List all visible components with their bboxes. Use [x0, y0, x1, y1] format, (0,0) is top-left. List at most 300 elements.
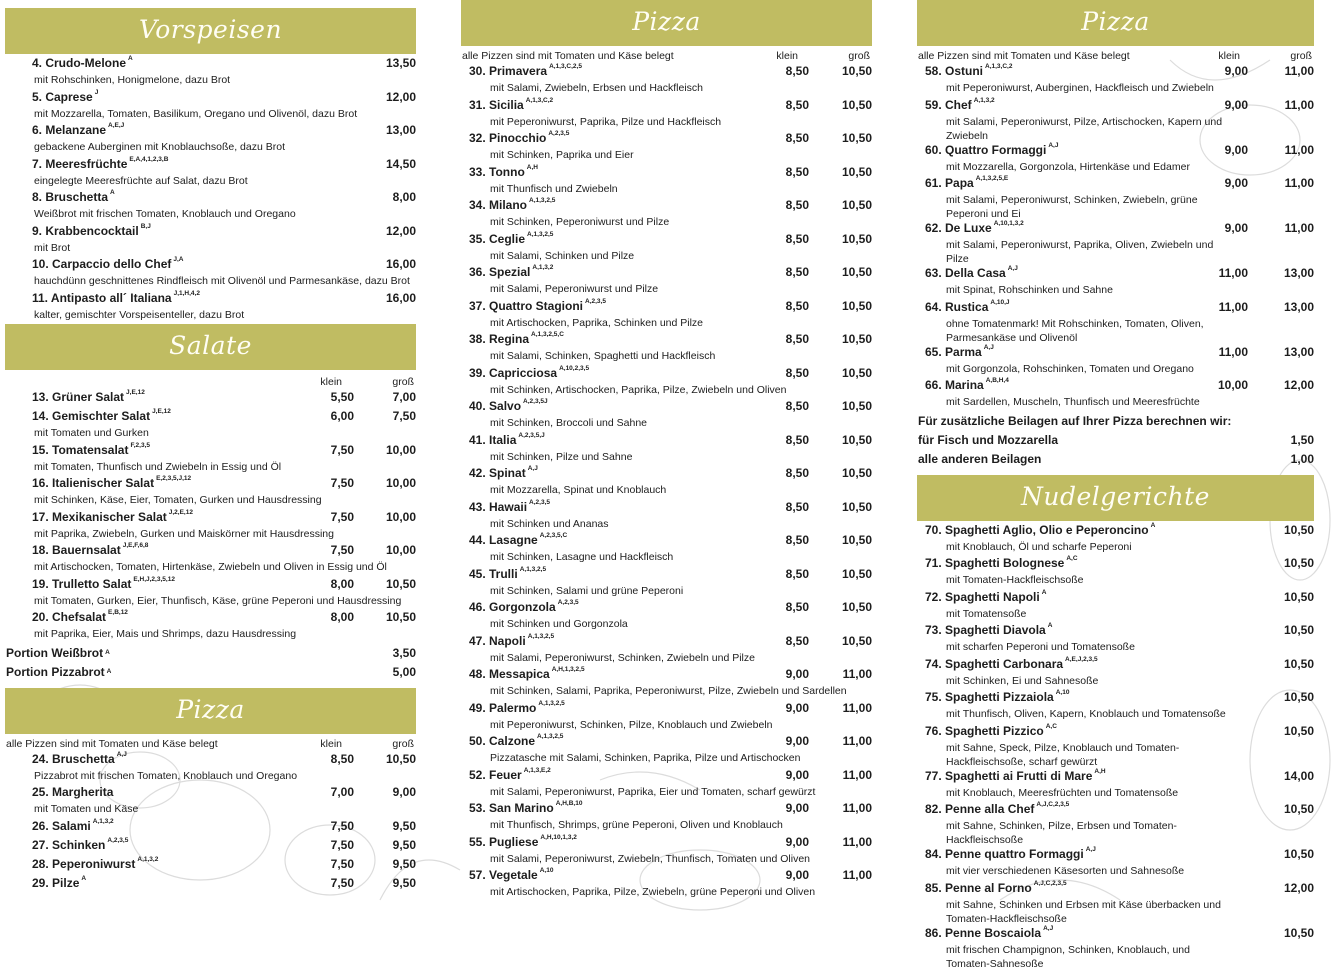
item-name [925, 881, 1067, 895]
extra-price: 5,00 [392, 664, 416, 679]
section-title-vorspeisen: Vorspeisen [5, 8, 416, 54]
item-name-text: 37. Quattro Stagioni [469, 298, 584, 313]
item-name [925, 64, 1012, 78]
item-name-text: 9. Krabbencocktail [32, 223, 139, 238]
item-name [925, 690, 1069, 704]
price-small: 10,00 [1217, 378, 1248, 392]
column-header-gross: groß [392, 376, 414, 388]
item-name-text: 26. Salami [32, 818, 91, 833]
price: 12,00 [1283, 880, 1314, 895]
price-large: 9,50 [392, 875, 416, 890]
item-name [32, 291, 200, 305]
price-large: 10,50 [841, 499, 872, 514]
menu-item [461, 567, 872, 601]
item-description: mit Mozzarella, Spinat und Knoblauch [490, 484, 667, 496]
price-small: 7,50 [330, 875, 354, 890]
price-small: 11,00 [1218, 299, 1248, 314]
menu-item [5, 409, 416, 443]
item-description: gebackene Auberginen mit Knoblauchsoße, dazu Brot [34, 141, 286, 153]
price-small: 7,50 [330, 837, 354, 852]
allergen-codes: A,1,3,2 [137, 855, 159, 863]
allergen-codes: E,H,J,2,3,5,12 [133, 575, 175, 583]
pizza-list [917, 64, 1314, 412]
allergen-codes: A,J [983, 343, 994, 351]
allergen-codes: A,H [1094, 767, 1106, 775]
menu-item [5, 577, 416, 611]
price-large: 12,00 [1283, 378, 1314, 392]
price-small: 7,50 [330, 442, 354, 457]
item-name [469, 500, 550, 514]
item-name [925, 378, 1009, 392]
menu-item [461, 433, 872, 467]
item-description: mit Peperoniwurst, Auberginen, Hackfleisch und Zwiebeln [946, 82, 1214, 94]
menu-item [461, 734, 872, 768]
allergen-codes: E,2,3,5,J,12 [156, 475, 192, 482]
menu-item [5, 785, 416, 819]
menu-item [461, 466, 872, 500]
menu-item [917, 64, 1314, 98]
item-name-text: 34. Milano [469, 198, 528, 212]
menu-item [5, 123, 416, 157]
item-name [32, 390, 145, 404]
section-title-pizza: Pizza [461, 0, 872, 46]
column-header-gross: groß [392, 737, 414, 750]
item-description: mit Salami, Peperoniwurst, Paprika, Eier und Tomaten, scharf gewürzt [490, 785, 816, 798]
menu-item [461, 634, 872, 668]
item-description: mit Schinken und Ananas [490, 517, 609, 530]
item-name [469, 634, 554, 648]
price: 14,00 [1283, 768, 1314, 783]
item-name-text: 6. Melanzane [32, 123, 107, 137]
item-name-text: 74. Spaghetti Carbonara [925, 656, 1064, 671]
allergen-codes: J,2,E,12 [168, 508, 193, 516]
price-large: 13,00 [1283, 266, 1314, 280]
item-description: mit Schinken, Paprika und Eier [490, 149, 634, 161]
vorspeisen-list [5, 56, 416, 324]
price-large: 10,50 [841, 97, 872, 112]
price-small: 8,50 [785, 198, 809, 212]
item-name [925, 724, 1057, 738]
price-large: 11,00 [842, 868, 872, 882]
price-small: 7,00 [330, 785, 354, 799]
item-name-text: 61. Papa [925, 176, 974, 190]
column-left [5, 0, 416, 895]
menu-item [461, 64, 872, 98]
price: 10,50 [1283, 690, 1314, 704]
item-name-text: 70. Spaghetti Aglio, Olio e Peperoncino [925, 522, 1149, 537]
item-name-text: 63. Della Casa [925, 266, 1006, 280]
item-description: mit Salami, Schinken, Spaghetti und Hackfleisch [490, 350, 716, 362]
item-name-text: 25. Margherita [32, 785, 114, 799]
allergen-codes: A,1,3,2,5 [519, 565, 547, 573]
item-name-text: 35. Ceglie [469, 231, 526, 246]
price-large: 11,00 [842, 700, 872, 715]
allergen-codes: A,10,J [990, 298, 1010, 306]
allergen-codes: A,J [1007, 265, 1018, 272]
menu-item [5, 838, 416, 857]
item-description: mit Tomaten, Gurken, Eier, Thunfisch, Käse, grüne Peperoni und Hausdressing [34, 594, 402, 607]
item-name [925, 300, 1010, 314]
item-name-text: 13. Grüner Salat [32, 390, 125, 404]
item-name-text: 33. Tonno [469, 164, 525, 179]
item-name [925, 176, 1008, 190]
allergen-codes: A,2,3,5 [585, 297, 606, 305]
allergen-codes: A [106, 667, 112, 675]
menu-item [917, 769, 1314, 803]
menu-item [5, 157, 416, 191]
allergen-codes: A,2,3,5 [548, 130, 570, 137]
allergen-codes: A,H,B,10 [555, 800, 583, 807]
price-large: 11,00 [1284, 97, 1314, 112]
item-description: mit Schinken, Salami und grüne Peperoni [490, 584, 684, 597]
menu-item [461, 835, 872, 869]
allergen-codes: A,2,3,5J [523, 398, 548, 405]
section-title-pizza: Pizza [5, 688, 416, 734]
item-name-text: 10. Carpaccio dello Chef [32, 257, 172, 271]
price-large: 10,00 [385, 476, 416, 490]
menu-item [461, 667, 872, 701]
price-large: 10,50 [841, 533, 872, 547]
item-name [925, 847, 1096, 861]
price-small: 8,50 [785, 365, 809, 380]
item-description: mit Schinken, Pilze und Sahne [490, 450, 633, 463]
price-large: 9,00 [392, 785, 416, 799]
allergen-codes: A,1,3,2,5 [529, 197, 556, 204]
allergen-codes: J [94, 88, 99, 96]
item-name [32, 785, 113, 799]
price-small: 9,00 [785, 767, 809, 782]
price-large: 10,50 [385, 576, 416, 591]
item-name-text: 31. Sicilia [469, 97, 524, 112]
item-name [925, 926, 1053, 940]
item-description: mit Brot [34, 241, 71, 254]
item-name [469, 466, 538, 480]
price-large: 10,50 [841, 265, 872, 279]
item-description: mit Salami, Peperoniwurst, Schinken, Zwiebeln und Pilze [490, 651, 755, 664]
item-name-text: 60. Quattro Formaggi [925, 142, 1047, 157]
allergen-codes: A,H [526, 163, 538, 171]
item-name [469, 533, 567, 547]
menu-item [461, 366, 872, 400]
item-description: mit Salami, Peperoniwurst, Zwiebeln, Thunfisch, Tomaten und Oliven [490, 852, 811, 865]
price-small: 8,50 [785, 499, 809, 514]
price-small: 9,00 [785, 834, 809, 849]
price-small: 6,00 [330, 409, 354, 423]
item-name-text: 29. Pilze [32, 875, 80, 890]
item-name [925, 266, 1018, 280]
item-description: mit Schinken, Käse, Eier, Tomaten, Gurken und Hausdressing [34, 494, 322, 506]
item-description: mit Artischocken, Tomaten, Hirtenkäse, Zwiebeln und Oliven in Essig und Öl [34, 561, 387, 573]
menu-item [461, 265, 872, 299]
price: 10,50 [1283, 556, 1314, 570]
price: 10,50 [1283, 723, 1314, 738]
allergen-codes: A,B,H,4 [985, 377, 1009, 384]
item-name-text: 82. Penne alla Chef [925, 802, 1035, 816]
price-large: 10,50 [841, 64, 872, 78]
menu-item [461, 299, 872, 333]
price: 10,50 [1283, 847, 1314, 861]
item-name-text: 75. Spaghetti Pizzaiola [925, 690, 1054, 704]
column-header-gross: groß [1290, 50, 1312, 62]
pizza-note: alle Pizzen sind mit Tomaten und Käse belegt [6, 737, 218, 750]
item-description: mit Salami, Schinken und Pilze [490, 249, 635, 262]
section-title-nudelgerichte: Nudelgerichte [917, 475, 1314, 521]
item-description: mit Schinken, Salami, Paprika, Peperoniwurst, Pilze, Zwiebeln und Sardellen [490, 685, 847, 697]
item-description: mit Paprika, Eier, Mais und Shrimps, dazu Hausdressing [34, 628, 297, 640]
item-name [32, 190, 115, 204]
item-description: eingelegte Meeresfrüchte auf Salat, dazu Brot [34, 174, 248, 187]
price-large: 7,50 [392, 409, 416, 423]
item-name [925, 523, 1155, 537]
menu-item [917, 926, 1314, 971]
item-name [925, 623, 1052, 637]
item-description: mit Artischocken, Paprika, Pilze, Zwiebeln, grüne Peperoni und Oliven [490, 886, 816, 898]
menu-item [5, 390, 416, 409]
item-description: mit Salami, Peperoniwurst, Paprika, Oliven, Zwiebeln und Pilze [946, 239, 1214, 265]
column-header-klein: klein [1218, 50, 1240, 62]
item-name [32, 577, 175, 591]
item-description: mit scharfen Peperoni und Tomatensoße [946, 641, 1135, 653]
allergen-codes: E,A,4,1,2,3,B [129, 155, 169, 163]
item-name [469, 835, 577, 849]
extra-price: 1,00 [1290, 451, 1314, 466]
allergen-codes: A,2,3,5 [107, 836, 129, 844]
item-description: kalter, gemischter Vorspeisenteller, dazu Brot [34, 308, 245, 321]
allergen-codes: A,1,3,2,5 [527, 632, 555, 640]
allergen-codes: A,1,3,2,5 [538, 699, 565, 707]
price-large: 11,00 [842, 667, 872, 681]
item-description: Weißbrot mit frischen Tomaten, Knoblauch und Oregano [34, 208, 296, 220]
price-small: 8,50 [785, 332, 809, 346]
item-name-text: 20. Chefsalat [32, 610, 107, 624]
column-right [917, 0, 1314, 971]
menu-item [461, 332, 872, 366]
item-name-text: 39. Capricciosa [469, 365, 558, 380]
item-name [925, 590, 1046, 604]
price-large: 10,00 [385, 543, 416, 557]
price: 10,50 [1283, 802, 1314, 816]
item-name [925, 221, 1024, 235]
item-name-text: 11. Antipasto all´ Italiana [32, 290, 172, 305]
item-name [32, 510, 193, 524]
item-description: mit Sahne, Schinken, Pilze, Erbsen und Tomaten-Hackfleischsoße [946, 820, 1177, 846]
item-name [469, 734, 563, 748]
allergen-codes: F,2,3,5 [130, 441, 150, 449]
menu-item [461, 500, 872, 534]
allergen-codes: A,C [1066, 555, 1078, 562]
allergen-codes: A,2,3,5,C [539, 532, 568, 539]
item-description: mit Schinken, Peperoniwurst und Pilze [490, 216, 670, 228]
item-description: mit Sahne, Speck, Pilze, Knoblauch und Tomaten-Hackfleischsoße, scharf gewürzt [946, 741, 1180, 768]
item-description: mit Tomaten, Thunfisch und Zwiebeln in Essig und Öl [34, 460, 282, 473]
price: 16,00 [385, 257, 416, 271]
column-middle [461, 0, 872, 902]
item-name-text: 47. Napoli [469, 633, 526, 648]
extra-price: 1,50 [1290, 432, 1314, 447]
item-description: mit Mozzarella, Gorgonzola, Hirtenkäse und Edamer [946, 160, 1190, 173]
menu-item [5, 257, 416, 291]
price-small: 8,50 [785, 466, 809, 480]
price-small: 8,50 [785, 64, 809, 78]
price-large: 9,50 [392, 818, 416, 833]
item-description: mit frischen Champignon, Schinken, Knoblauch, und Tomaten-Sahnesoße [946, 943, 1190, 970]
item-name [469, 667, 585, 681]
menu-item [461, 600, 872, 634]
price-large: 10,50 [841, 432, 872, 447]
item-name-text: 57. Vegetale [469, 868, 538, 882]
item-description: mit Schinken, Artischocken, Paprika, Pilze, Zwiebeln und Oliven [490, 383, 787, 396]
menu-item [5, 752, 416, 786]
price-small: 9,00 [1224, 142, 1248, 157]
item-name-text: 66. Marina [925, 378, 984, 392]
item-name-text: 64. Rustica [925, 299, 989, 314]
extra-line [917, 431, 1314, 450]
item-name-text: 8. Bruschetta [32, 190, 109, 204]
item-name [32, 476, 191, 490]
item-name-text: 62. De Luxe [925, 221, 992, 235]
item-description: Pizzatasche mit Salami, Schinken, Paprika, Pilze und Artischocken [490, 752, 801, 764]
menu-item [461, 701, 872, 735]
item-name-text: 27. Schinken [32, 837, 106, 852]
menu-item [5, 90, 416, 124]
menu-item [5, 56, 416, 90]
allergen-codes: A,1,3,2,5,C [531, 331, 564, 338]
allergen-codes: A,J [1048, 141, 1059, 149]
price-large: 10,00 [385, 509, 416, 524]
price-small: 8,50 [785, 600, 809, 614]
allergen-codes: A,C [1045, 722, 1057, 730]
menu-item [917, 724, 1314, 769]
allergen-codes: A,J,C,2,3,5 [1036, 801, 1070, 808]
menu-item [917, 98, 1314, 143]
item-name-text: 30. Primavera [469, 64, 548, 78]
menu-item [461, 868, 872, 902]
item-name [32, 123, 124, 137]
price: 14,50 [385, 156, 416, 171]
item-name-text: 84. Penne quattro Formaggi [925, 847, 1084, 861]
price-small: 5,50 [330, 390, 354, 404]
price-large: 10,50 [841, 332, 872, 346]
menu-item [461, 768, 872, 802]
menu-item [917, 657, 1314, 691]
price-large: 11,00 [1284, 64, 1314, 78]
price-small: 8,50 [785, 633, 809, 648]
item-name-text: 49. Palermo [469, 700, 537, 715]
item-name-text: 72. Spaghetti Napoli [925, 589, 1040, 604]
price-small: 9,00 [1224, 97, 1248, 112]
item-description: mit Artischocken, Paprika, Schinken und Pilze [490, 316, 704, 329]
allergen-codes: J,E,12 [152, 408, 171, 415]
menu-item [917, 345, 1314, 379]
allergen-codes: A [128, 55, 133, 62]
price-small: 9,00 [785, 801, 809, 815]
item-description: ohne Tomatenmark! Mit Rohschinken, Tomaten, Oliven, Parmesankäse und Olivenöl [946, 317, 1204, 344]
price-large: 10,50 [841, 399, 872, 413]
price-large: 10,50 [841, 466, 872, 480]
menu-item [5, 876, 416, 895]
item-description: mit Rohschinken, Honigmelone, dazu Brot [34, 74, 231, 86]
item-name [32, 56, 133, 70]
item-name [469, 600, 579, 614]
price-large: 11,00 [842, 834, 872, 849]
item-name-text: 44. Lasagne [469, 533, 538, 547]
item-name-text: 50. Calzone [469, 734, 536, 748]
allergen-codes: A,2,3,5 [557, 599, 579, 606]
pizza-list [461, 64, 872, 902]
price-small: 7,50 [330, 509, 354, 524]
price-small: 11,00 [1218, 344, 1248, 359]
price-large: 10,50 [385, 610, 416, 624]
allergen-codes: A,10,1,3,2 [993, 220, 1024, 227]
menu-item [461, 232, 872, 266]
price: 10,50 [1283, 656, 1314, 671]
price-large: 11,00 [1284, 142, 1314, 157]
extra-label: Portion Weißbrot [6, 645, 104, 660]
item-name [925, 556, 1078, 570]
price-large: 11,00 [842, 801, 872, 815]
menu-item [917, 802, 1314, 847]
menu-item [917, 523, 1314, 557]
price-small: 8,50 [785, 97, 809, 112]
price-small: 7,50 [330, 818, 354, 833]
allergen-codes: A,E,J [108, 122, 125, 129]
item-name [925, 657, 1098, 671]
allergen-codes: A [1047, 622, 1053, 629]
price-large: 10,50 [841, 600, 872, 614]
item-name-text: 41. Italia [469, 432, 517, 447]
price: 10,50 [1283, 925, 1314, 940]
allergen-codes: A,J,C,2,3,5 [1033, 879, 1067, 887]
item-name [469, 768, 551, 782]
item-name-text: 59. Chef [925, 97, 972, 112]
item-name-text: 17. Mexikanischer Salat [32, 509, 167, 524]
item-name-text: 38. Regina [469, 332, 530, 346]
price-large: 10,50 [841, 365, 872, 380]
allergen-codes: A [81, 874, 87, 882]
allergen-codes: B,J [140, 222, 151, 230]
allergen-codes: A,J [116, 750, 127, 758]
item-name [32, 157, 168, 171]
menu-item [917, 590, 1314, 624]
item-description: mit Salami, Peperoniwurst, Schinken, Zwiebeln, grüne Peperoni und Ei [946, 194, 1198, 220]
price-small: 8,50 [785, 533, 809, 547]
price-large: 10,50 [841, 566, 872, 581]
allergen-codes: A,1,3,C,2 [525, 96, 554, 104]
price: 13,50 [385, 56, 416, 70]
menu-item [917, 378, 1314, 412]
price-large: 10,50 [841, 231, 872, 246]
item-name [469, 332, 564, 346]
item-name [32, 876, 86, 890]
allergen-codes: A,1,3,E,2 [523, 766, 551, 774]
price-small: 7,50 [330, 856, 354, 871]
item-name [925, 802, 1069, 816]
item-name [469, 399, 548, 413]
item-name [32, 224, 151, 238]
price-large: 10,50 [841, 131, 872, 145]
price-small: 8,50 [330, 751, 354, 766]
item-description: mit Schinken, Broccoli und Sahne [490, 417, 648, 429]
menu-item [5, 291, 416, 325]
price-small: 7,50 [330, 476, 354, 490]
price-small: 8,50 [785, 265, 809, 279]
item-name [32, 443, 150, 457]
allergen-codes: A,H,1,3,2,5 [551, 666, 585, 673]
menu-item [917, 176, 1314, 221]
item-name-text: 52. Feuer [469, 767, 522, 782]
price-large: 10,50 [841, 633, 872, 648]
item-name-text: 36. Spezial [469, 265, 531, 279]
